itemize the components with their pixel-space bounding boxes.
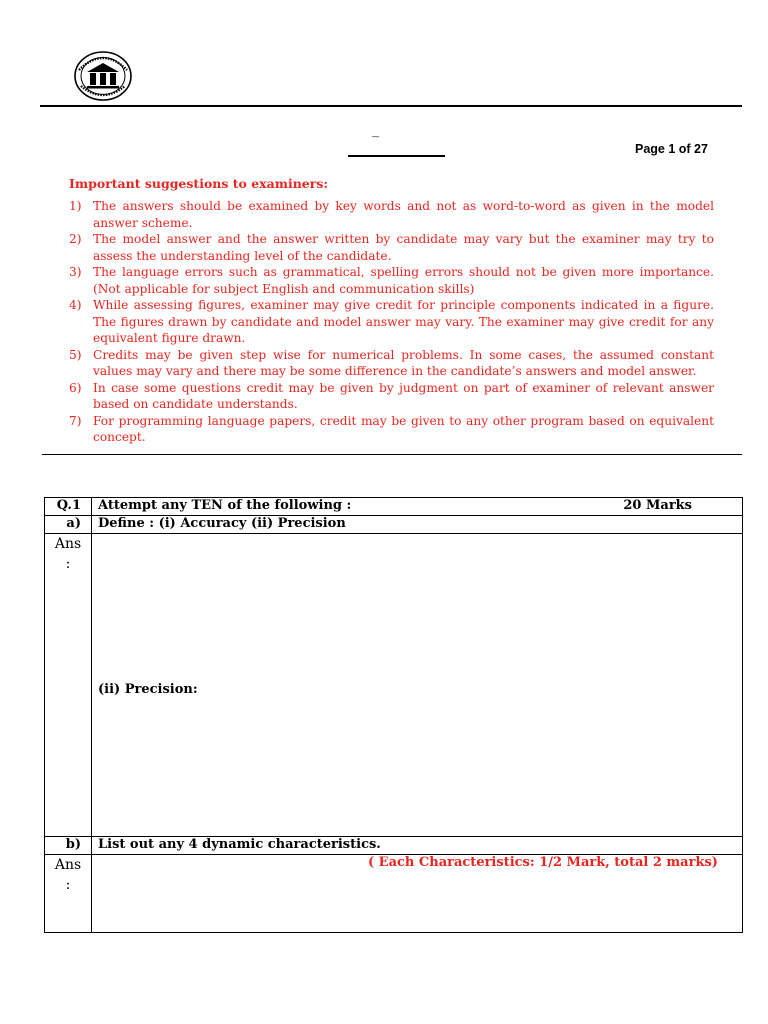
suggestion-item [69,231,714,264]
sub-question-label: a) [45,516,92,534]
answer-subheading: (ii) Precision: [98,682,198,697]
answer-label: Ans : [45,534,92,837]
suggestion-text: While assessing figures, examiner may give credit for principle components indicated in a figure. The figures drawn by candidate and model answer may vary. The examiner may give credit for any equivalent figure drawn. [93,298,714,345]
header-blank-line [348,155,445,157]
suggestion-text: In case some questions credit may be given by judgment on part of examiner of relevant answer based on candidate understands. [93,380,714,411]
answer-row [45,534,743,837]
sub-question-text: List out any 4 dynamic characteristics. [92,837,743,855]
suggestion-item [69,297,714,347]
suggestion-item [69,380,714,413]
sub-question-row [45,516,743,534]
sub-question-text: Define : (i) Accuracy (ii) Precision [92,516,743,534]
question-marks: 20 Marks [623,498,692,513]
question-title-cell [92,498,743,516]
question-header-row [45,498,743,516]
sub-question-row [45,837,743,855]
section-divider [42,454,742,455]
suggestion-number: 5) [69,347,82,362]
question-table [44,497,743,933]
suggestion-number: 2) [69,232,82,246]
suggestion-item [69,413,714,446]
question-number: Q.1 [45,498,92,516]
suggestion-text: The answers should be examined by key words and not as word-to-word as given in the model answer scheme. [93,199,714,230]
suggestion-number: 7) [69,413,82,428]
suggestion-number: 4) [69,298,82,312]
suggestion-text: For programming language papers, credit may be given to any other program based on equivalent concept. [93,413,714,444]
suggestion-text: The model answer and the answer written by candidate may vary but the examiner may try to assess the understanding level of the candidate. [93,232,714,263]
answer-row [45,855,743,933]
page-number: Page 1 of 27 [635,142,708,156]
suggestion-number: 6) [69,380,82,395]
suggestion-number: 1) [69,199,82,213]
header-rule [40,105,742,107]
suggestion-text: The language errors such as grammatical, spelling errors should not be given more importance. (Not applicable for subject English and communication skills) [93,265,714,296]
header-dash: _ [372,122,379,138]
suggestions-list [69,198,714,446]
suggestion-item [69,198,714,231]
answer-cell [92,534,743,837]
suggestion-text: Credits may be given step wise for numerical problems. In some cases, the assumed constant values may vary and there may be some difference in the candidate’s answers and model answer. [93,347,714,378]
suggestion-item [69,264,714,297]
answer-cell [92,855,743,933]
suggestion-number: 3) [69,265,82,279]
suggestions-title: Important suggestions to examiners: [69,176,328,191]
board-seal-icon [73,50,133,102]
marks-note: ( Each Characteristics: 1/2 Mark, total 2 marks) [368,855,718,870]
question-title: Attempt any TEN of the following : [98,498,352,513]
sub-question-label: b) [45,837,92,855]
answer-label: Ans : [45,855,92,933]
suggestion-item [69,347,714,380]
